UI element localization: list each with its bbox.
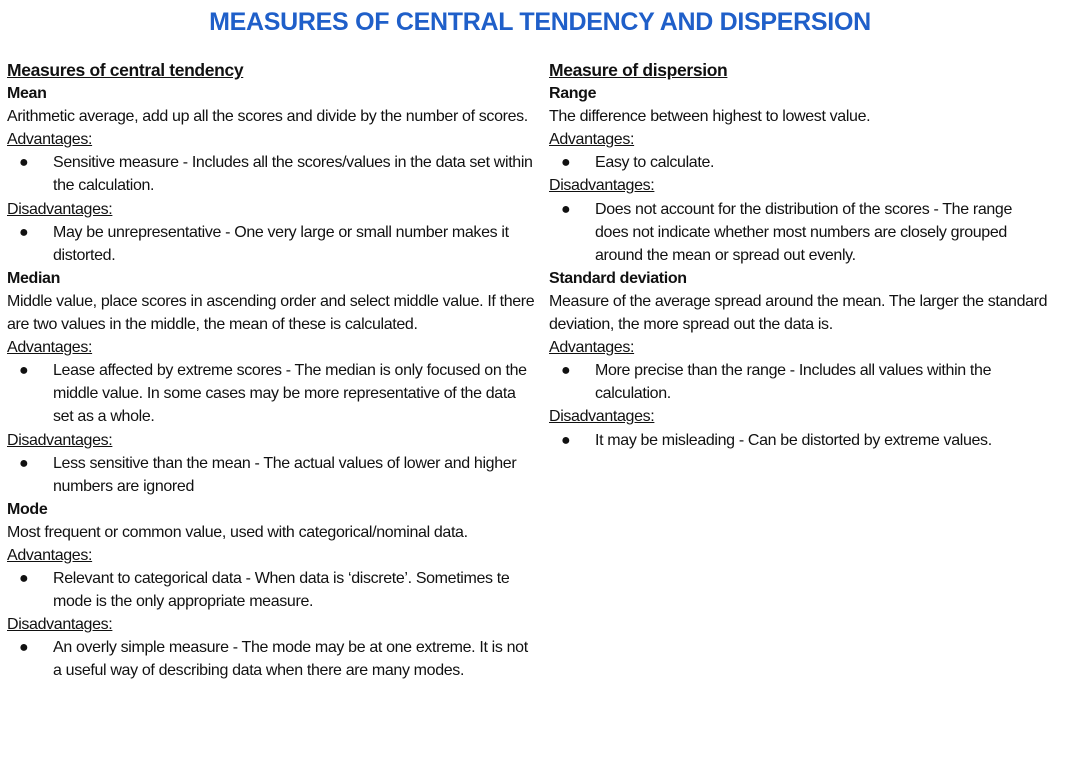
disadvantages-label: Disadvantages:	[7, 616, 113, 634]
section-heading: Measure of dispersion	[549, 60, 728, 80]
item-text: May be unrepresentative - One very large or small number makes it distorted.	[53, 223, 509, 264]
list-item	[7, 359, 535, 428]
list-item	[7, 636, 535, 682]
central-tendency-column	[7, 59, 535, 683]
disadvantages-label: Disadvantages:	[549, 177, 655, 195]
standard-deviation-definition: Measure of the average spread around the mean. The larger the standard deviation, the more spread out the data is.	[549, 292, 1048, 334]
bullet-icon: ●	[19, 154, 29, 172]
mode-definition: Most frequent or common value, used with categorical/nominal data.	[7, 523, 468, 541]
median-heading: Median	[7, 269, 61, 287]
item-text: Does not account for the distribution of the scores - The range does not indicate whether most numbers are closely grouped around the mean or spread out evenly.	[595, 200, 1013, 264]
page-title: MEASURES OF CENTRAL TENDENCY AND DISPERSION	[209, 8, 871, 36]
item-text: More precise than the range - Includes all values within the calculation.	[595, 362, 992, 403]
list-item	[7, 452, 535, 498]
bullet-icon: ●	[561, 431, 571, 449]
item-text: It may be misleading - Can be distorted by extreme values.	[595, 431, 992, 449]
mean-heading: Mean	[7, 85, 47, 103]
mode-heading: Mode	[7, 500, 48, 518]
disadvantages-label: Disadvantages:	[549, 408, 655, 426]
list-item	[549, 429, 1049, 452]
list-item	[549, 359, 1049, 405]
advantages-label: Advantages:	[7, 339, 93, 357]
list-item	[7, 221, 535, 267]
advantages-label: Advantages:	[7, 131, 93, 149]
dispersion-column	[549, 59, 1049, 452]
median-definition: Middle value, place scores in ascending order and select middle value. If there are two values in the middle, the mean of these is calculated.	[7, 292, 535, 334]
item-text: Relevant to categorical data - When data is ‘discrete’. Sometimes te mode is the only appropriate measure.	[53, 570, 510, 611]
bullet-icon: ●	[19, 570, 29, 588]
item-text: Less sensitive than the mean - The actual values of lower and higher numbers are ignored	[53, 454, 517, 495]
range-heading: Range	[549, 85, 597, 103]
disadvantages-label: Disadvantages:	[7, 200, 113, 218]
list-item	[7, 567, 535, 613]
item-text: An overly simple measure - The mode may be at one extreme. It is not a useful way of describing data when there are many modes.	[53, 639, 528, 680]
item-text: Easy to calculate.	[595, 154, 715, 172]
item-text: Sensitive measure - Includes all the scores/values in the data set within the calculation.	[53, 154, 533, 195]
bullet-icon: ●	[561, 362, 571, 380]
advantages-label: Advantages:	[549, 339, 635, 357]
mean-definition: Arithmetic average, add up all the scores and divide by the number of scores.	[7, 108, 528, 126]
advantages-label: Advantages:	[7, 546, 93, 564]
section-heading: Measures of central tendency	[7, 60, 244, 80]
bullet-icon: ●	[19, 223, 29, 241]
range-definition: The difference between highest to lowest value.	[549, 108, 871, 126]
bullet-icon: ●	[561, 154, 571, 172]
list-item	[549, 198, 1049, 267]
item-text: Lease affected by extreme scores - The median is only focused on the middle value. In some cases may be more representative of the data set as a whole.	[53, 362, 527, 426]
bullet-icon: ●	[19, 639, 29, 657]
advantages-label: Advantages:	[549, 131, 635, 149]
bullet-icon: ●	[19, 362, 29, 380]
list-item	[7, 151, 535, 197]
disadvantages-label: Disadvantages:	[7, 431, 113, 449]
bullet-icon: ●	[19, 454, 29, 472]
standard-deviation-heading: Standard deviation	[549, 269, 687, 287]
list-item	[549, 151, 1049, 174]
bullet-icon: ●	[561, 200, 571, 218]
